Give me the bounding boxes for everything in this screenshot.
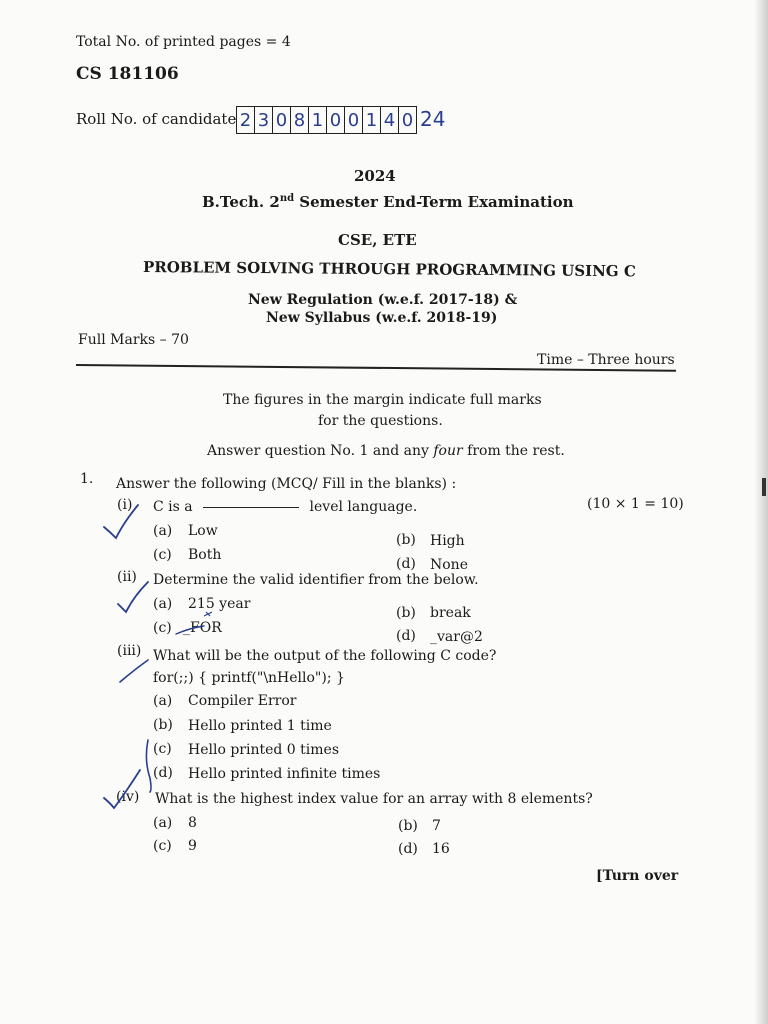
roll-digit: 1 (362, 106, 381, 134)
turn-over-note: [Turn over (596, 868, 679, 884)
option-label: (b) (396, 605, 416, 621)
subq-stem: Determine the valid identifier from the below. (153, 572, 479, 588)
roll-label: Roll No. of candidate (76, 110, 237, 128)
option-text: _var@2 (430, 629, 483, 645)
option-label: (a) (153, 815, 173, 831)
answer-instruction-part: Answer question No. 1 and any (207, 443, 434, 459)
question-number: 1. (80, 471, 94, 487)
option-text: _FOR (183, 620, 222, 636)
roll-digit: 8 (290, 106, 309, 134)
option-label: (b) (396, 532, 416, 548)
option-text: Hello printed 0 times (188, 742, 340, 758)
option-label: (c) (153, 547, 172, 563)
roll-digit: 4 (380, 106, 399, 134)
option-text: High (430, 533, 465, 549)
roll-digit: 3 (254, 106, 273, 134)
option-text: Hello printed 1 time (188, 718, 332, 734)
option-text: 9 (188, 838, 197, 854)
subq-stem (153, 499, 417, 515)
full-marks: Full Marks – 70 (78, 332, 189, 348)
instruction-line-1: The figures in the margin indicate full marks (223, 392, 542, 408)
subq-stem-part: C is a (153, 499, 193, 515)
roll-digit: 1 (308, 106, 327, 134)
roll-digit: 0 (344, 106, 363, 134)
subq-number: (iv) (116, 789, 140, 805)
tick-mark-icon (118, 582, 148, 612)
option-text: 215 year (188, 596, 251, 612)
option-label: (c) (153, 838, 172, 854)
exam-year: 2024 (354, 167, 396, 185)
scan-edge-shadow (754, 0, 768, 1024)
subq-number: (i) (117, 497, 133, 513)
exam-title-part: Semester End-Term Examination (294, 193, 574, 211)
option-text: 8 (188, 815, 197, 831)
option-text: break (430, 605, 471, 621)
subq-stem: What is the highest index value for an array with 8 elements? (155, 791, 593, 807)
subq-number: (iii) (117, 643, 142, 659)
option-label: (d) (398, 841, 418, 857)
subject-title: PROBLEM SOLVING THROUGH PROGRAMMING USING C (142, 258, 636, 281)
regulation-line-1: New Regulation (w.e.f. 2017-18) & (248, 292, 518, 308)
pen-mark-icon (204, 612, 212, 616)
time-allowed: Time – Three hours (537, 352, 675, 368)
question-text: Answer the following (MCQ/ Fill in the blanks) : (116, 476, 457, 492)
option-label: (d) (396, 556, 416, 572)
question-marks: (10 × 1 = 10) (587, 496, 684, 512)
regulation-line-2: New Syllabus (w.e.f. 2018-19) (266, 310, 498, 326)
answer-instruction (207, 443, 565, 459)
option-text: Compiler Error (188, 693, 297, 709)
fill-blank (203, 507, 299, 508)
roll-digit: 2 (236, 106, 255, 134)
printed-pages-note: Total No. of printed pages = 4 (76, 34, 291, 50)
roll-digit: 0 (398, 106, 417, 134)
course-code: CS 181106 (76, 64, 179, 84)
option-text: 16 (432, 841, 450, 857)
subq-number: (ii) (117, 569, 137, 585)
roll-digit: 0 (272, 106, 291, 134)
branch: CSE, ETE (338, 231, 417, 249)
option-text: 7 (432, 818, 441, 834)
tick-mark-icon (120, 660, 148, 682)
code-snippet: for(;;) { printf("\nHello"); } (153, 670, 345, 686)
tick-mark-icon (146, 740, 151, 792)
option-text: Low (188, 523, 218, 539)
option-text: Hello printed infinite times (188, 766, 381, 782)
subq-stem-part: level language. (309, 499, 418, 515)
option-label: (c) (153, 620, 172, 636)
option-label: (d) (153, 765, 173, 781)
option-label: (d) (396, 628, 416, 644)
option-label: (a) (153, 596, 173, 612)
scan-edge-mark (762, 478, 766, 496)
exam-title (202, 193, 574, 211)
answer-instruction-part: from the rest. (462, 443, 565, 459)
option-label: (b) (398, 818, 418, 834)
roll-number-boxes (236, 106, 445, 134)
roll-digit: 0 (326, 106, 345, 134)
exam-title-part: B.Tech. 2 (202, 193, 280, 211)
option-label: (b) (153, 717, 173, 733)
subq-stem: What will be the output of the following C code? (153, 648, 497, 664)
exam-title-sup: nd (279, 193, 295, 204)
roll-extra-digits: 24 (420, 107, 446, 131)
instruction-line-2: for the questions. (318, 413, 443, 429)
option-text: Both (188, 547, 222, 563)
option-text: None (430, 557, 468, 573)
option-label: (a) (153, 693, 173, 709)
option-label: (c) (153, 741, 172, 757)
answer-instruction-emphasis: four (433, 443, 463, 459)
option-label: (a) (153, 523, 173, 539)
